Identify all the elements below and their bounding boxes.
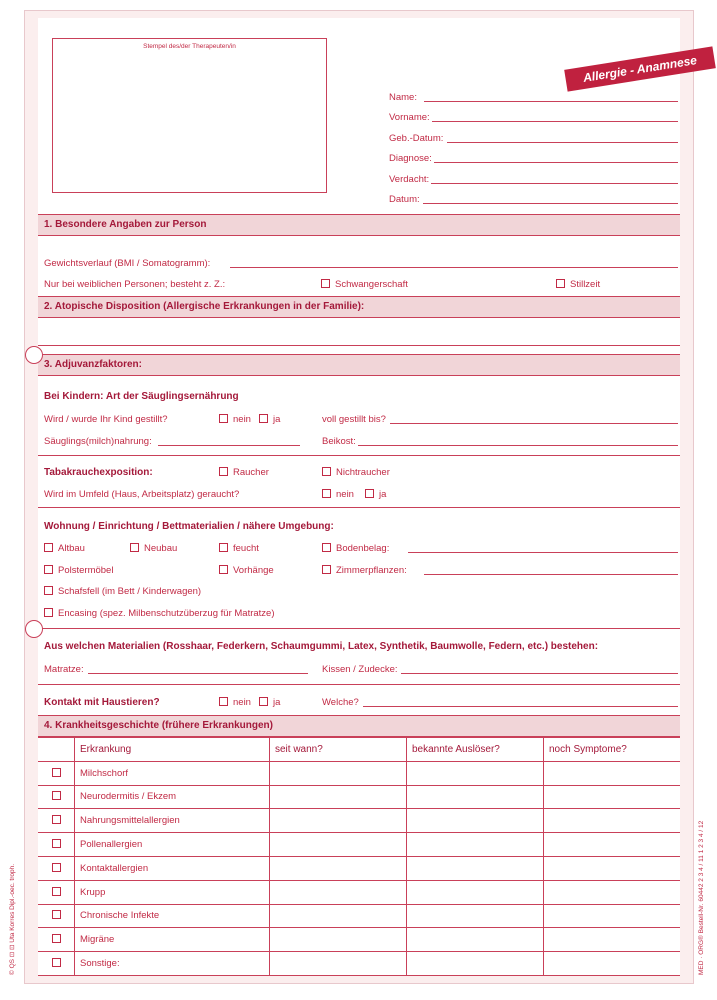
breastfed-no-text: nein — [233, 414, 251, 425]
damp-text: feucht — [233, 543, 259, 554]
disease-name: Kontaktallergien — [75, 856, 270, 880]
curtains-text: Vorhänge — [233, 565, 274, 576]
houseplants-option[interactable] — [322, 565, 407, 576]
nonsmoker-option[interactable] — [322, 467, 390, 478]
tobacco-heading: Tabakrauchexposition: — [44, 467, 153, 478]
divider — [38, 628, 680, 629]
weight-label: Gewichtsverlauf (BMI / Somatogramm): — [44, 258, 211, 269]
table-header-blank — [38, 738, 75, 762]
symptoms-cell[interactable] — [544, 880, 681, 904]
since-cell[interactable] — [270, 785, 407, 809]
nonsmoker-checkbox[interactable] — [322, 467, 331, 476]
since-cell[interactable] — [270, 880, 407, 904]
row-checkbox[interactable] — [52, 958, 61, 967]
date-field[interactable] — [423, 203, 678, 204]
upholstery-checkbox[interactable] — [44, 565, 53, 574]
suspicion-field[interactable] — [431, 183, 678, 184]
flooring-field[interactable] — [408, 552, 678, 553]
since-cell[interactable] — [270, 952, 407, 976]
row-checkbox-cell[interactable] — [38, 952, 75, 976]
flooring-text: Bodenbelag: — [336, 543, 390, 554]
form-sheet — [24, 10, 698, 984]
nursing-checkbox[interactable] — [556, 279, 565, 288]
row-checkbox-cell[interactable] — [38, 856, 75, 880]
table-row — [38, 785, 680, 809]
upholstery-text: Polstermöbel — [58, 565, 114, 576]
old-building-option[interactable] — [44, 543, 85, 554]
triggers-cell[interactable] — [407, 928, 544, 952]
encasing-option[interactable] — [44, 608, 275, 619]
flooring-checkbox[interactable] — [322, 543, 331, 552]
environment-yes-text: ja — [379, 489, 387, 500]
old-building-text: Altbau — [58, 543, 85, 554]
housing-heading: Wohnung / Einrichtung / Bettmaterialien / nähere Umgebung: — [44, 521, 334, 532]
complementary-food-label: Beikost: — [322, 436, 356, 447]
disease-name: Nahrungsmittelallergien — [75, 809, 270, 833]
table-row — [38, 880, 680, 904]
row-checkbox[interactable] — [52, 863, 61, 872]
firstname-field[interactable] — [432, 121, 678, 122]
which-pets-field[interactable] — [363, 706, 678, 707]
curtains-option[interactable] — [219, 565, 274, 576]
new-building-text: Neubau — [144, 543, 178, 554]
symptoms-cell[interactable] — [544, 809, 681, 833]
environment-no[interactable] — [322, 489, 354, 500]
encasing-checkbox[interactable] — [44, 608, 53, 617]
therapist-stamp-box — [52, 38, 327, 193]
row-checkbox[interactable] — [52, 887, 61, 896]
sheepskin-option[interactable] — [44, 586, 201, 597]
houseplants-field[interactable] — [424, 574, 678, 575]
pregnancy-checkbox[interactable] — [321, 279, 330, 288]
pets-yes-text: ja — [273, 697, 281, 708]
symptoms-cell[interactable] — [544, 785, 681, 809]
row-checkbox-cell[interactable] — [38, 785, 75, 809]
pregnancy-text: Schwangerschaft — [335, 279, 408, 290]
divider — [38, 684, 680, 685]
table-row — [38, 833, 680, 857]
row-checkbox[interactable] — [52, 791, 61, 800]
pets-no-text: nein — [233, 697, 251, 708]
disease-name: Chronische Infekte — [75, 904, 270, 928]
symptoms-cell[interactable] — [544, 833, 681, 857]
row-checkbox-cell[interactable] — [38, 833, 75, 857]
old-building-checkbox[interactable] — [44, 543, 53, 552]
since-cell[interactable] — [270, 809, 407, 833]
symptoms-cell[interactable] — [544, 928, 681, 952]
triggers-cell[interactable] — [407, 904, 544, 928]
upholstery-option[interactable] — [44, 565, 113, 576]
since-cell[interactable] — [270, 856, 407, 880]
credit-text: © QS ⊡ ⊡ Uta Korres Dipl.-oec. troph. — [9, 863, 16, 975]
divider — [38, 455, 680, 456]
which-pets-label: Welche? — [322, 697, 359, 708]
table-row — [38, 952, 680, 976]
triggers-cell[interactable] — [407, 880, 544, 904]
damp-checkbox[interactable] — [219, 543, 228, 552]
symptoms-cell[interactable] — [544, 761, 681, 785]
row-checkbox[interactable] — [52, 839, 61, 848]
mattress-label: Matratze: — [44, 664, 84, 675]
form-title-tag: Allergie - Anamnese — [564, 46, 716, 91]
triggers-cell[interactable] — [407, 761, 544, 785]
since-cell[interactable] — [270, 904, 407, 928]
pillow-label: Kissen / Zudecke: — [322, 664, 398, 675]
triggers-cell[interactable] — [407, 785, 544, 809]
section-4-header: 4. Krankheitsgeschichte (frühere Erkrankungen) — [38, 715, 680, 737]
pets-yes-checkbox[interactable] — [259, 697, 268, 706]
new-building-checkbox[interactable] — [130, 543, 139, 552]
pillow-field[interactable] — [401, 673, 678, 674]
row-checkbox-cell[interactable] — [38, 761, 75, 785]
name-field[interactable] — [424, 101, 678, 102]
table-row — [38, 809, 680, 833]
order-number-text: MED · ORG® Bestell-Nr. 60442 2 3 4 / 11 1 2 3 4 / 12 — [698, 820, 705, 975]
disease-name: Sonstige: — [75, 952, 270, 976]
pets-no-checkbox[interactable] — [219, 697, 228, 706]
divider — [38, 507, 680, 508]
complementary-food-field[interactable] — [358, 445, 678, 446]
smoker-text: Raucher — [233, 467, 269, 478]
pets-heading: Kontakt mit Haustieren? — [44, 697, 160, 708]
row-checkbox[interactable] — [52, 815, 61, 824]
family-history-line[interactable] — [38, 345, 680, 346]
row-checkbox[interactable] — [52, 934, 61, 943]
symptoms-cell[interactable] — [544, 856, 681, 880]
row-checkbox-cell[interactable] — [38, 880, 75, 904]
breastfed-no-checkbox[interactable] — [219, 414, 228, 423]
mattress-field[interactable] — [88, 673, 308, 674]
row-checkbox[interactable] — [52, 910, 61, 919]
breastfed-yes-text: ja — [273, 414, 281, 425]
table-row — [38, 761, 680, 785]
environment-yes-checkbox[interactable] — [365, 489, 374, 498]
fully-breastfed-label: voll gestillt bis? — [322, 414, 386, 425]
disease-name: Krupp — [75, 880, 270, 904]
stamp-label: Stempel des/der Therapeuten/in — [143, 43, 236, 50]
smoker-option[interactable] — [219, 467, 269, 478]
section-3-header: 3. Adjuvanzfaktoren: — [38, 354, 680, 376]
column-header-disease: Erkrankung — [75, 738, 270, 762]
curtains-checkbox[interactable] — [219, 565, 228, 574]
date-label: Datum: — [389, 194, 420, 205]
environment-smoke-question: Wird im Umfeld (Haus, Arbeitsplatz) geraucht? — [44, 489, 240, 500]
punch-hole — [25, 346, 43, 364]
table-row — [38, 928, 680, 952]
breastfed-no[interactable] — [219, 414, 251, 425]
infant-food-field[interactable] — [158, 445, 300, 446]
infant-feeding-heading: Bei Kindern: Art der Säuglingsernährung — [44, 391, 239, 402]
triggers-cell[interactable] — [407, 833, 544, 857]
nursing-text: Stillzeit — [570, 279, 601, 290]
since-cell[interactable] — [270, 761, 407, 785]
name-label: Name: — [389, 92, 417, 103]
symptoms-cell[interactable] — [544, 904, 681, 928]
infant-food-label: Säuglings(milch)nahrung: — [44, 436, 152, 447]
table-row — [38, 856, 680, 880]
flooring-option[interactable] — [322, 543, 389, 554]
row-checkbox-cell[interactable] — [38, 809, 75, 833]
column-header-symptoms: noch Symptome? — [544, 738, 681, 762]
materials-heading: Aus welchen Materialien (Rosshaar, Federkern, Schaumgummi, Latex, Synthetik, Baumwolle, Federn, etc.) bestehen: — [44, 641, 599, 652]
since-cell[interactable] — [270, 928, 407, 952]
row-checkbox[interactable] — [52, 768, 61, 777]
table-row — [38, 904, 680, 928]
column-header-triggers: bekannte Auslöser? — [407, 738, 544, 762]
sheepskin-text: Schafsfell (im Bett / Kinderwagen) — [58, 586, 202, 597]
environment-no-text: nein — [336, 489, 354, 500]
damp-option[interactable] — [219, 543, 259, 554]
row-checkbox-cell[interactable] — [38, 904, 75, 928]
sheepskin-checkbox[interactable] — [44, 586, 53, 595]
section-1-header: 1. Besondere Angaben zur Person — [38, 214, 680, 236]
row-checkbox-cell[interactable] — [38, 928, 75, 952]
disease-name: Milchschorf — [75, 761, 270, 785]
smoker-checkbox[interactable] — [219, 467, 228, 476]
disease-name: Migräne — [75, 928, 270, 952]
pregnancy-option[interactable] — [321, 279, 408, 290]
since-cell[interactable] — [270, 833, 407, 857]
nursing-option[interactable] — [556, 279, 600, 290]
column-header-since: seit wann? — [270, 738, 407, 762]
houseplants-checkbox[interactable] — [322, 565, 331, 574]
form-body — [38, 18, 698, 975]
triggers-cell[interactable] — [407, 952, 544, 976]
triggers-cell[interactable] — [407, 809, 544, 833]
pets-no[interactable] — [219, 697, 251, 708]
punch-hole — [25, 620, 43, 638]
environment-no-checkbox[interactable] — [322, 489, 331, 498]
breastfed-yes-checkbox[interactable] — [259, 414, 268, 423]
birthdate-field[interactable] — [447, 142, 678, 143]
breastfed-question: Wird / wurde Ihr Kind gestillt? — [44, 414, 168, 425]
symptoms-cell[interactable] — [544, 952, 681, 976]
firstname-label: Vorname: — [389, 112, 430, 123]
pets-yes[interactable] — [259, 697, 280, 708]
breastfed-yes[interactable] — [259, 414, 280, 425]
triggers-cell[interactable] — [407, 856, 544, 880]
environment-yes[interactable] — [365, 489, 386, 500]
fully-breastfed-field[interactable] — [390, 423, 678, 424]
encasing-text: Encasing (spez. Milbenschutzüberzug für Matratze) — [58, 608, 275, 619]
birthdate-label: Geb.-Datum: — [389, 133, 444, 144]
disease-name: Neurodermitis / Ekzem — [75, 785, 270, 809]
houseplants-text: Zimmerpflanzen: — [336, 565, 407, 576]
disease-history-table — [38, 737, 680, 976]
new-building-option[interactable] — [130, 543, 177, 554]
diagnosis-field[interactable] — [434, 162, 678, 163]
section-2-header: 2. Atopische Disposition (Allergische Erkrankungen in der Familie): — [38, 296, 680, 318]
female-label: Nur bei weiblichen Personen; besteht z. Z.: — [44, 279, 226, 290]
suspicion-label: Verdacht: — [389, 174, 430, 185]
diagnosis-label: Diagnose: — [389, 153, 432, 164]
nonsmoker-text: Nichtraucher — [336, 467, 390, 478]
disease-name: Pollenallergien — [75, 833, 270, 857]
table-header-row — [38, 738, 680, 762]
weight-field[interactable] — [230, 267, 678, 268]
